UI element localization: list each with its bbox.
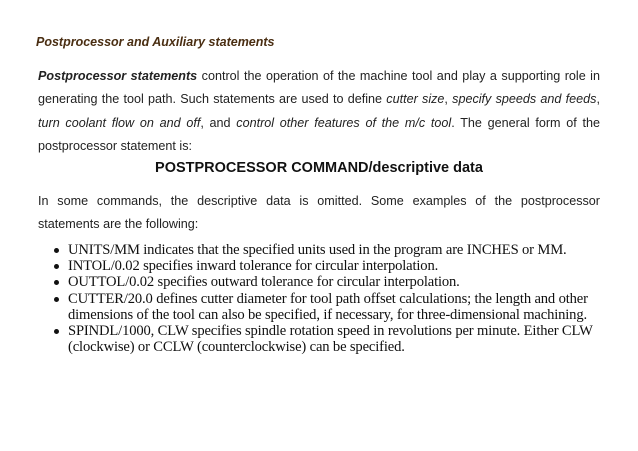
- examples-list: [50, 242, 596, 355]
- intro-lead-term: Postprocessor statements: [38, 69, 198, 83]
- bullet-icon: [54, 264, 59, 269]
- example-item-units: [50, 242, 596, 258]
- intro-text-5: . The general form of the postprocessor statement is:: [38, 115, 600, 154]
- examples-intro-paragraph: In some commands, the descriptive data is omitted. Some examples of the postprocessor statements are the following:: [38, 194, 600, 232]
- example-item-outtol: [50, 274, 596, 290]
- bullet-icon: [54, 280, 59, 285]
- example-text: CUTTER/20.0 defines cutter diameter for tool path offset calculations; the length and other dimensions of the tool can also be specified, if necessary, for three-dimensional machining.: [68, 290, 588, 323]
- intro-emphasis-speeds-feeds: specify speeds and feeds: [452, 92, 597, 107]
- intro-emphasis-other-features: control other features of the m/c tool: [236, 115, 452, 130]
- example-item-cutter: [50, 291, 596, 323]
- intro-paragraph: [38, 65, 600, 159]
- intro-text-1: control the operation of the machine tool and play a supporting role in generating the tool path. Such statements are used to define: [38, 69, 600, 107]
- intro-emphasis-coolant: turn coolant flow on and off: [38, 115, 201, 130]
- example-text: UNITS/MM indicates that the specified units used in the program are INCHES or MM.: [68, 242, 567, 258]
- example-item-intol: [50, 258, 596, 274]
- section-heading: Postprocessor and Auxiliary statements: [36, 35, 275, 49]
- bullet-icon: [54, 248, 59, 253]
- bullet-icon: [54, 329, 59, 334]
- intro-emphasis-cutter-size: cutter size: [386, 92, 445, 107]
- example-text: INTOL/0.02 specifies inward tolerance for circular interpolation.: [68, 258, 439, 275]
- example-text: SPINDL/1000, CLW specifies spindle rotation speed in revolutions per minute. Either CLW (clockwise) or CCLW (counterclockwise) can be specified.: [68, 323, 593, 356]
- intro-text-2: ,: [444, 92, 453, 107]
- general-form-command: POSTPROCESSOR COMMAND/descriptive data: [155, 160, 483, 176]
- intro-text-3: ,: [596, 92, 600, 107]
- intro-text-4: , and: [200, 115, 237, 130]
- example-item-spindl: [50, 323, 596, 355]
- bullet-icon: [54, 297, 59, 302]
- example-text: OUTTOL/0.02 specifies outward tolerance for circular interpolation.: [68, 274, 460, 291]
